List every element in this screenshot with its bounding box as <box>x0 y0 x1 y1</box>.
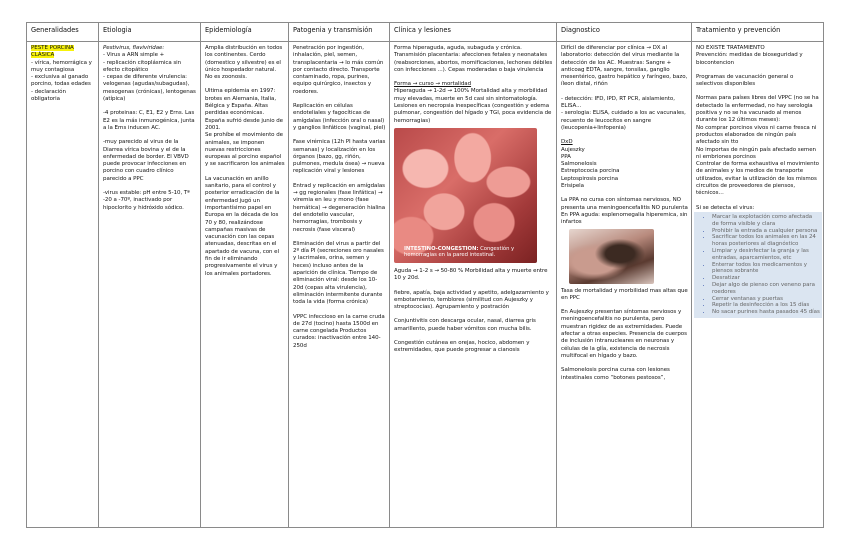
etiologia-line: - cepas de diferente virulencia: velogenas (agudas/subagudas), mesogenas (crónicas), lentogenas (atípica) <box>103 74 196 103</box>
clinica-fiebre: fiebre, apatía, baja actividad y apetito, adelgazamiento y embotamiento, temblores (similitud con Aujeszky y streptococias). Agrupamiento y postración <box>394 289 549 311</box>
header-row <box>27 23 824 42</box>
header-patogenia: Patogenia y transmisión <box>289 23 390 42</box>
etiologia-line: -4 proteinas: C, E1, E2 y Erns. Las E2 es la más inmunogénica, junta a la Erns inducen AC. <box>103 110 195 131</box>
tratamiento-line: NO EXISTE TRATAMIENTO <box>696 45 765 51</box>
spleen-photo <box>569 229 654 284</box>
etiologia-line: -muy parecido al virus de la Diarrea vírica bovina y el de la enfermedad de border. El VBVD puede provocar infecciones en porcino con cuadro clínico parecido a PPC <box>103 139 189 182</box>
cell-epidemiologia <box>201 42 289 528</box>
tratamiento-line: Controlar de forma exhaustiva el movimiento de animales y los medios de transporte utilizados, evitar la utilización de los mismos circuitos de proveedores de piensos, técnicos… <box>696 161 819 197</box>
patogenia-line: Replicación en células endoteliales y fagocíticas de amígdalas (infección oral o nasal) y ganglios linfáticos (vaginal, piel) <box>293 103 386 131</box>
cell-clinica <box>390 42 557 528</box>
clinica-conjuntivitis: Conjuntivitis con descarga ocular, nasal, diarrea gris amarillento, puede haber vómitos con mucha bilis. <box>394 318 536 332</box>
epidemiologia-line: Ultima epidemia en 1997: brotes en Alemania, Italia, Bélgica y España. Altas perdidas económicas. España sufrió desde junio de 2001. <box>205 88 283 131</box>
virus-action-item: ▪ No sacar purines hasta pasados 45 días <box>712 309 820 316</box>
tratamiento-line: No importas de ningún país afectado semen ni embriones porcinos <box>696 146 816 160</box>
dxd-item: Salmonelosis <box>561 161 597 168</box>
diagnostico-intro: Difícil de diferenciar por clínica → DX al laboratorio: detección del virus mediante la detección de los AC. Muestras: Sangre + anticoag EDTA, sangre, tonsilas, ganglio mesentérico, gastro hepático y faríngeo, bazo, íleon distal, riñón <box>561 45 688 88</box>
virus-action-item: ▪ Cerrar ventanas y puertas <box>712 296 820 303</box>
tratamiento-line: Prevención: medidas de bioseguridad y biocontencion <box>696 52 803 66</box>
patogenia-line: VPPC infeccioso en la carne cruda de 27d (tocino) hasta 1500d en carne congelada Productos curados: inactivación entre 140-250d <box>293 313 385 349</box>
cell-tratamiento <box>692 42 824 528</box>
clinica-forma-title: Forma → curso → mortalidad <box>394 81 472 88</box>
tratamiento-line: Programas de vacunación general o selectivos disponibles <box>696 73 794 88</box>
virus-action-item: ▪ Marcar la explotación como afectada de forma visible y clara <box>712 214 820 228</box>
dxd-item: Leptospirosis porcina <box>561 175 619 182</box>
content-row <box>27 42 824 528</box>
virus-actions-box <box>694 212 822 318</box>
dxd-item: Erisipela <box>561 183 584 190</box>
disease-title-highlight: PESTE PORCINA CLÁSICA <box>31 45 74 59</box>
virus-action-item: ▪ Desratizar <box>712 275 820 282</box>
header-generalidades: Generalidades <box>27 23 99 42</box>
diagnostico-salmonelosis: Salmonelosis porcina cursa con lesiones intestinales como “botones pestosos”, <box>561 367 670 381</box>
epidemiologia-line: Se prohíbe el movimiento de animales, se imponen nuevas restricciones europeas al porcino español y se sacrificaron los animales <box>205 132 285 168</box>
diagnostico-ppa: La PPA no cursa con síntomas nerviosos, NO presenta una meningoencefalitis NO purulenta En PPA aguda: esplenomegalia hiperemica, sin infartos <box>561 197 688 226</box>
patogenia-line: Eliminación del virus a partir del 2º día PI (secreciones oro nasales y lacrimales, orina, semen y heces) incluso antes de la aparición de clínica. Tiempo de eliminación viral: desde los 10-20d (cepas alta virulencia), eliminación intermitente durante toda la vida (forma crónica) <box>293 240 384 306</box>
etiologia-line: - Virus a ARN simple + <box>103 52 165 59</box>
virus-action-item: ▪ Dejar algo de pienso con veneno para roedores <box>712 282 820 296</box>
intestine-congestion-photo <box>394 128 537 263</box>
ppc-summary-table <box>26 22 824 528</box>
tratamiento-line: No comprar porcinos vivos ni carne fresca ni productos elaborados de ningún país afectado sin tto <box>696 124 817 146</box>
virus-action-item: ▪ Prohibir la entrada a cualquier persona <box>712 228 820 235</box>
generalidades-line: - exclusiva al ganado porcino, todas edades <box>31 74 91 88</box>
header-epidemiologia: Epidemiología <box>201 23 289 42</box>
cell-generalidades <box>27 42 99 528</box>
virus-action-item: ▪ Enterrar todos los medicamentos y piensos sobrante <box>712 262 820 276</box>
etiologia-line: - replicación citoplásmica sin efecto citopático <box>103 59 182 73</box>
photo-caption <box>404 246 534 259</box>
etiologia-line: Pestivirus, flaviviridae: <box>103 45 165 51</box>
patogenia-line: Fase virémica (12h PI hasta varias semanas) y localización en los órganos (bazo, gg, riñón, pulmones, medula ósea) → nueva replicación viral y lesiones <box>293 139 386 175</box>
dxd-item: PPA <box>561 153 571 160</box>
photo-caption-text: Congestión y hemorragias en la pared intestinal. <box>404 245 515 259</box>
diagnostico-deteccion: - detección: IFD, IPD, RT PCR, aislamiento, ELISA... <box>561 95 675 110</box>
header-diagnostico: Diagnostico <box>557 23 692 42</box>
dxd-title: DxD <box>561 139 573 146</box>
virus-action-item: ▪ Sacrificar todos los animales en las 24 horas posteriores al diagnóstico <box>712 234 820 248</box>
patogenia-line: Entrad y replicación en amígdalas → gg regionales (fase linfática) → viremia en leu y mono (fase hemática) → degeneración hialina del endotelio vascular, hemorragias, trombosis y necrosis (fase visceral) <box>293 182 386 233</box>
virus-action-item: ▪ Limpiar y desinfectar la granja y las entradas, aparcamientos, etc <box>712 248 820 262</box>
virus-action-item: ▪ Repetir la desinfección a los 15 días <box>712 302 820 309</box>
clinica-intro: Forma hiperaguda, aguda, subaguda y crónica. Transmisión placentaria: afecciones fetales y neonatales (reabsorciones, abortos, momificaciones, lechones débiles con infecciones ...). Cepas moderadas o baja virulencia <box>394 45 553 73</box>
clinica-hiperaguda: Hiperaguda → 1-2d → 100% Mortalidad alta y morbilidad muy elevadas, muerte en 5d casi sin sintomatología. Lesiones en necropsia inespecíficas (congestión y edema pulmonar, congestión del hígado y TGI, poca evidencia de hemorragias) <box>394 88 552 124</box>
tratamiento-line: Normas para países libres del VPPC (no se ha detectado la enfermedad, no hay serologia positiva y no se ha vacunado al menos durante los 12 últimos meses): <box>696 95 819 124</box>
header-etiologia: Etiologia <box>99 23 201 42</box>
dxd-item: Estreptococia porcina <box>561 168 620 175</box>
generalidades-line: - vírica, hemorrágica y muy contagiosa <box>31 59 92 73</box>
diagnostico-tasa: Tasa de mortalidad y morbilidad mas altas que en PPC <box>561 287 688 301</box>
diagnostico-aujeszky: En Aujeszky presentan síntomas nerviosos y meningoencefalitis no purulenta, pero muestran rigidez de as extremidades. Puede afectar a otras especies. Presencia de cuerpos de inclusión intranucleares en neuronas y células de la glía, existencia de necrosis multifocal en hígado y bazo. <box>561 309 687 359</box>
virus-actions-list <box>696 214 820 316</box>
clinica-congestion: Congestión cutánea en orejas, hocico, abdomen y extremidades, que puede progresar a cianosis <box>394 340 530 354</box>
etiologia-line: -virus estable: pH entre 5-10, Tª -20 a -70º, inactivado por hipoclorito y hidróxido sódico. <box>103 190 190 211</box>
epidemiologia-line: Amplia distribución en todos los continentes. Cerdo (domestico y silvestre) es el único hospedador natural. No es zoonosis. <box>205 45 283 81</box>
tratamiento-line: Si se detecta el virus: <box>696 204 755 211</box>
cell-patogenia <box>289 42 390 528</box>
header-clinica: Clínica y lesiones <box>390 23 557 42</box>
cell-etiologia <box>99 42 201 528</box>
generalidades-line: - declaración obligatoria <box>31 88 66 103</box>
epidemiologia-line: La vacunación en anillo sanitario, para el control y posterior erradicación de la enfermedad jugó un importantísimo papel en Europa en la década de los 70 y 80, realizándose campañas masivas de vacunación con las cepas atenuadas, descritas en el apartado de vacuna, con el fin de ir eliminando progresivamente el virus y los animales portadores. <box>205 175 280 277</box>
header-tratamiento: Tratamiento y prevención <box>692 23 824 42</box>
clinica-aguda: Aguda → 1-2 s → 50-80 % Morbilidad alta y muerte entre 10 y 20d. <box>394 267 548 282</box>
dxd-item: Aujeszky <box>561 146 585 153</box>
diagnostico-serologia: - serologia: ELISA, cuidado a los ac vacunales, recuento de leucocitos en sangre (leucopenia+linfopenia) <box>561 110 686 131</box>
photo-caption-bold: INTESTINO-CONGESTION: <box>404 245 479 252</box>
cell-diagnostico <box>557 42 692 528</box>
patogenia-line: Penetración por ingestión, inhalación, piel, semen, transplacentaria → lo más común por contacto directo. Transporte contaminado, ropa, purines, equipo quirúrgico, insectos y roedores. <box>293 45 384 95</box>
